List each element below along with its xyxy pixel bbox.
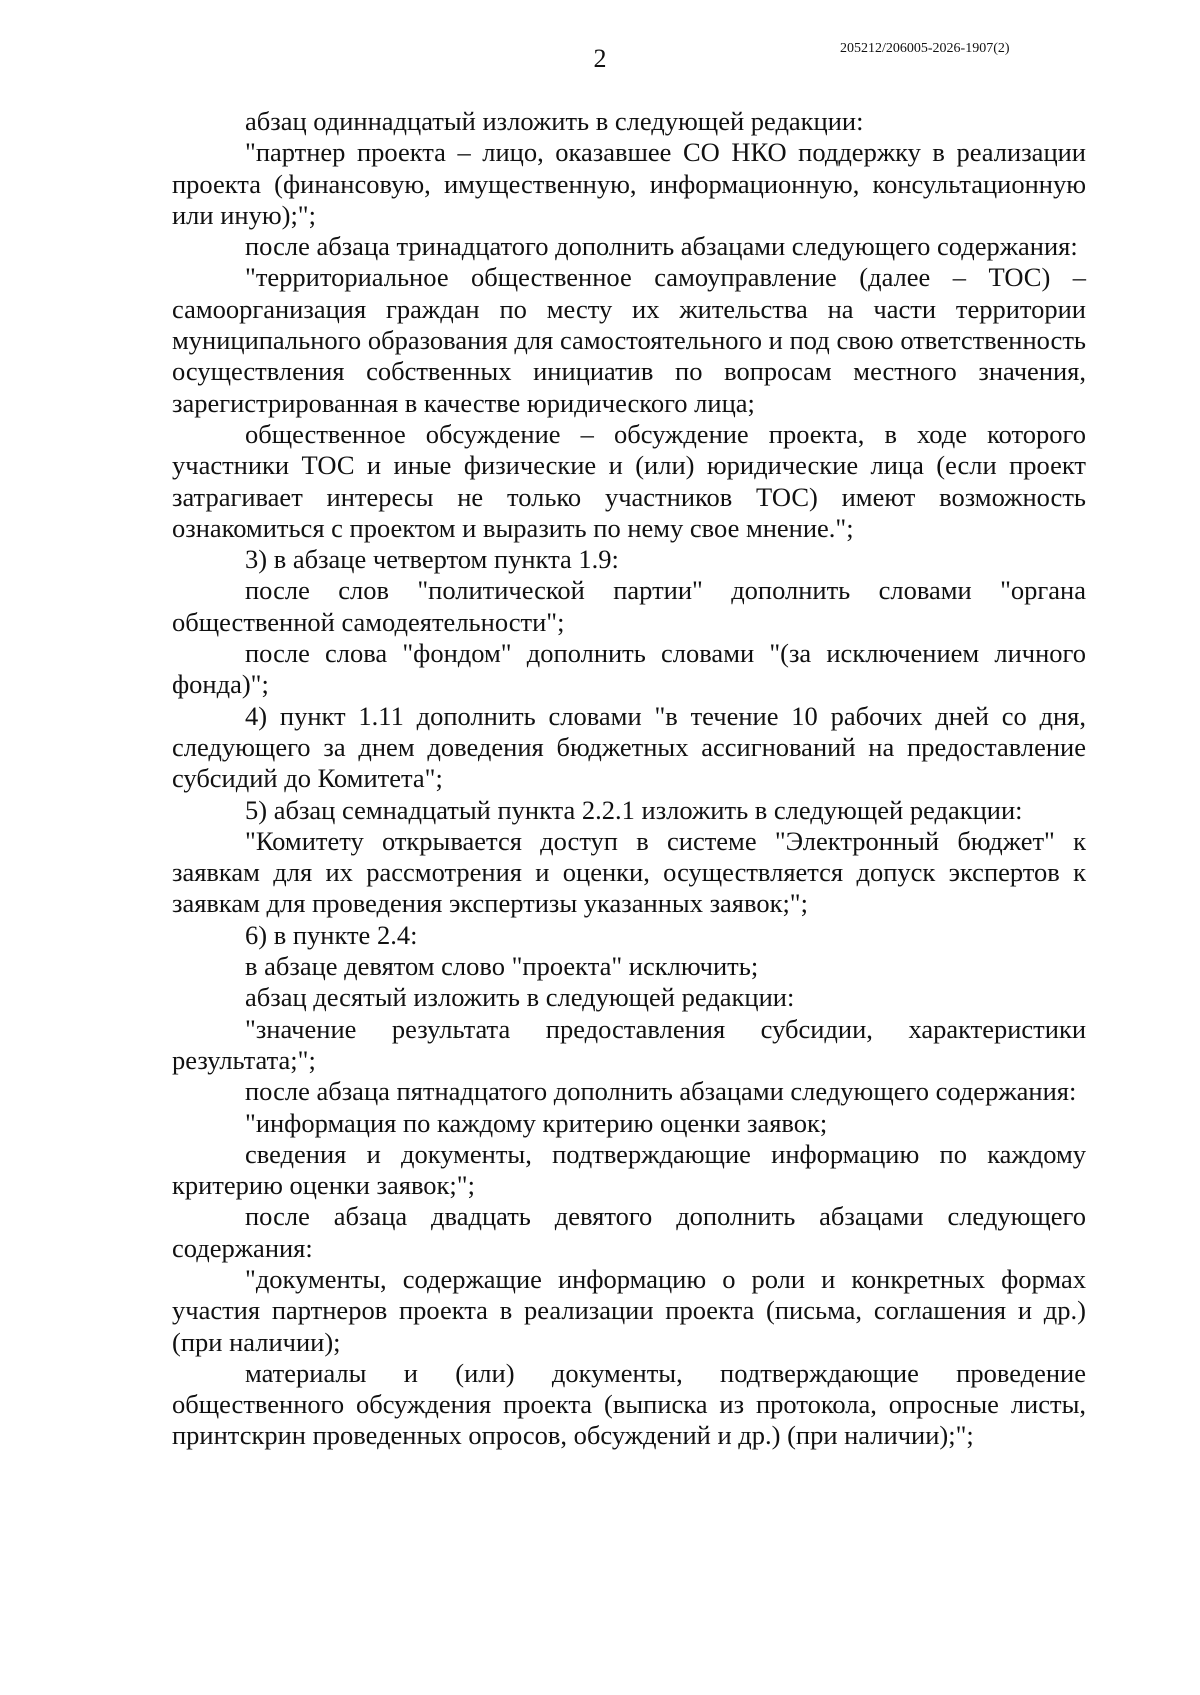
document-body xyxy=(172,106,1086,1452)
paragraph: 6) в пункте 2.4: xyxy=(245,919,418,950)
paragraph: "Комитету открывается доступ в системе "Электронный бюджет" к заявкам для их рассмотрения и оценки, осуществляется допуск экспертов к заявкам для проведения экспертизы указанных заявок;"; xyxy=(172,825,1086,919)
paragraph: 5) абзац семнадцатый пункта 2.2.1 изложить в следующей редакции: xyxy=(245,794,1023,825)
paragraph: после абзаца двадцать девятого дополнить абзацами следующего содержания: xyxy=(172,1201,1086,1263)
paragraph: "значение результата предоставления субсидии, характеристики результата;"; xyxy=(172,1013,1086,1075)
paragraph: после абзаца тринадцатого дополнить абзацами следующего содержания: xyxy=(245,231,1078,262)
paragraph: 3) в абзаце четвертом пункта 1.9: xyxy=(245,544,619,575)
paragraph: в абзаце девятом слово "проекта" исключить; xyxy=(245,951,759,982)
document-code: 205212/206005-2026-1907(2) xyxy=(840,41,1010,56)
paragraph: материалы и (или) документы, подтверждающие проведение общественного обсуждения проекта (выписка из протокола, опросные листы, принтскрин проведенных опросов, обсуждений и др.) (при наличии);"; xyxy=(172,1357,1086,1451)
paragraph: после слова "фондом" дополнить словами "(за исключением личного фонда)"; xyxy=(172,638,1086,700)
paragraph: "информация по каждому критерию оценки заявок; xyxy=(245,1107,828,1138)
paragraph: "территориальное общественное самоуправление (далее – ТОС) – самоорганизация граждан по месту их жительства на части территории муниципального образования для самостоятельного и под свою ответственность осуществления собственных инициатив по вопросам местного значения, зарегистрированная в качестве юридического лица; xyxy=(172,262,1086,418)
paragraph: "документы, содержащие информацию о роли и конкретных формах участия партнеров проекта в реализации проекта (письма, соглашения и др.) (при наличии); xyxy=(172,1263,1086,1357)
paragraph: 4) пункт 1.11 дополнить словами "в течение 10 рабочих дней со дня, следующего за днем доведения бюджетных ассигнований на предоставление субсидий до Комитета"; xyxy=(172,700,1086,794)
paragraph: сведения и документы, подтверждающие информацию по каждому критерию оценки заявок;"; xyxy=(172,1138,1086,1201)
paragraph: после слов "политической партии" дополнить словами "органа общественной самодеятельности"; xyxy=(172,575,1086,637)
paragraph: абзац одиннадцатый изложить в следующей редакции: xyxy=(245,106,864,136)
paragraph: "партнер проекта – лицо, оказавшее СО НКО поддержку в реализации проекта (финансовую, имущественную, информационную, консультационную или иную);"; xyxy=(172,137,1086,230)
page-number: 2 xyxy=(593,44,607,73)
paragraph: общественное обсуждение – обсуждение проекта, в ходе которого участники ТОС и иные физические и (или) юридические лица (если проект затрагивает интересы не только участников ТОС) имеют возможность ознакомиться с проектом и выразить по нему свое мнение."; xyxy=(172,418,1086,543)
paragraph: абзац десятый изложить в следующей редакции: xyxy=(245,982,795,1013)
paragraph: после абзаца пятнадцатого дополнить абзацами следующего содержания: xyxy=(245,1076,1077,1107)
